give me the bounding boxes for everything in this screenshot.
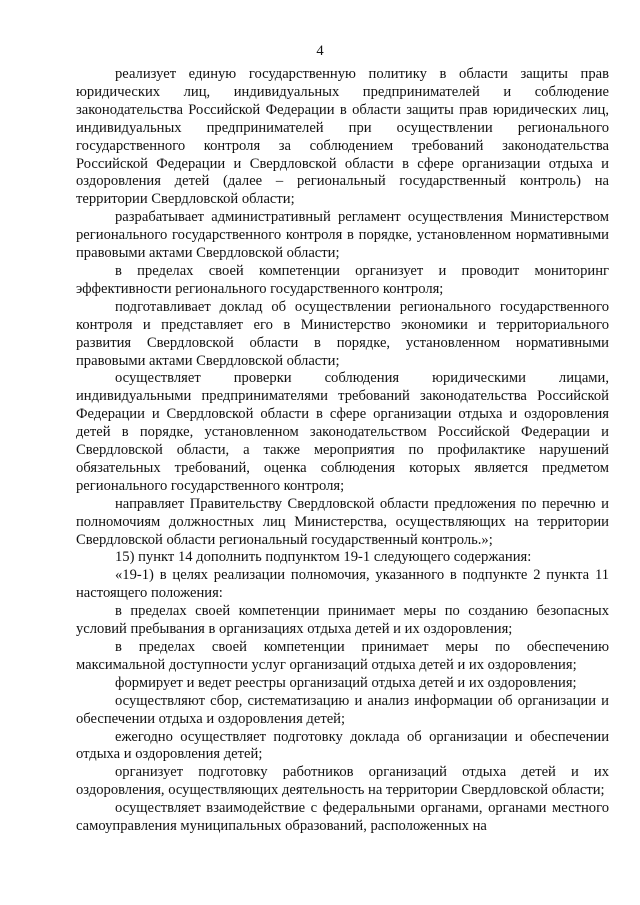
paragraph: ежегодно осуществляет подготовку доклада об организации и обеспечении отдыха и оздоровления детей; bbox=[76, 728, 609, 763]
body-text bbox=[76, 66, 609, 836]
paragraph: осуществляют сбор, систематизацию и анализ информации об организации и обеспечении отдыха и оздоровления детей; bbox=[76, 692, 609, 727]
paragraph: в пределах своей компетенции принимает меры по обеспечению максимальной доступности услуг организаций отдыха детей и их оздоровления; bbox=[76, 639, 609, 673]
paragraph: направляет Правительству Свердловской области предложения по перечню и полномочиям должностных лиц Министерства, осуществляющих на территории Свердловской области региональный государственный контроль.»; bbox=[76, 495, 609, 548]
paragraph: формирует и ведет реестры организаций отдыха детей и их оздоровления; bbox=[115, 674, 577, 691]
paragraph: осуществляет проверки соблюдения юридическими лицами, индивидуальными предпринимателями требований законодательства Российской Федерации и Свердловской области в сфере организации отдыха и оздоровления детей в порядке, установленном законодательством Российской Федерации и Свердловской области, а также мероприятия по профилактике нарушений обязательных требований, оценка соблюдения которых является предметом регионального государственного контроля; bbox=[76, 370, 609, 494]
paragraph: в пределах своей компетенции организует и проводит мониторинг эффективности регионального государственного контроля; bbox=[76, 262, 609, 297]
page-number: 4 bbox=[316, 43, 324, 59]
paragraph: 15) пункт 14 дополнить подпунктом 19-1 следующего содержания: bbox=[115, 549, 532, 566]
paragraph: реализует единую государственную политику в области защиты прав юридических лиц, индивидуальных предпринимателей и соблюдение законодательства Российской Федерации в области защиты прав юридических лиц, индивидуальных предпринимателей при осуществлении регионального государственного контроля за соблюдением требований законодательства Российской Федерации и Свердловской области в сфере организации отдыха и оздоровления детей (далее – региональный государственный контроль) на территории Свердловской области; bbox=[76, 66, 609, 208]
paragraph: осуществляет взаимодействие с федеральными органами, органами местного самоуправления муниципальных образований, расположенных на bbox=[76, 800, 609, 835]
paragraph: организует подготовку работников организаций отдыха детей и их оздоровления, осуществляющих деятельность на территории Свердловской области; bbox=[76, 764, 609, 799]
paragraph: «19-1) в целях реализации полномочия, указанного в подпункте 2 пункта 11 настоящего положения: bbox=[76, 567, 609, 602]
paragraph: подготавливает доклад об осуществлении регионального государственного контроля и представляет его в Министерство экономики и территориального развития Свердловской области в порядке, установленном нормативными правовыми актами Свердловской области; bbox=[76, 298, 609, 369]
paragraph: в пределах своей компетенции принимает меры по созданию безопасных условий пребывания в организациях отдыха детей и их оздоровления; bbox=[76, 603, 609, 638]
paragraph: разрабатывает административный регламент осуществления Министерством регионального государственного контроля в порядке, установленном нормативными правовыми актами Свердловской области; bbox=[76, 209, 609, 262]
